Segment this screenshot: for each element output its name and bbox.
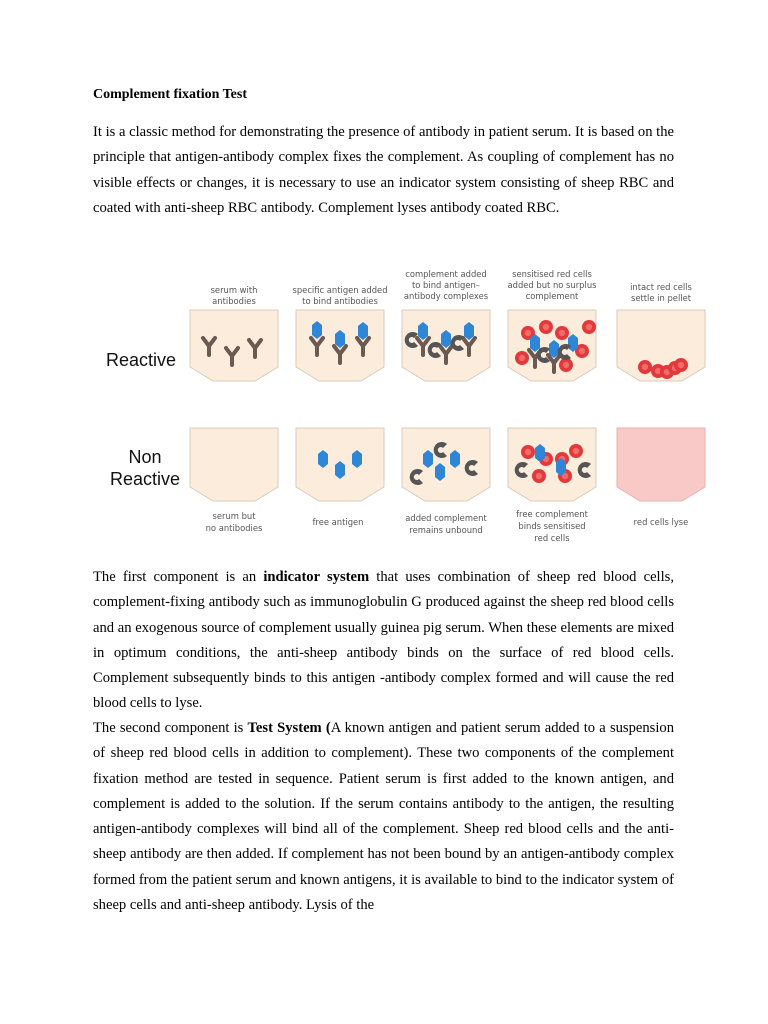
indicator-system-paragraph <box>93 565 674 717</box>
bottom-captions <box>206 509 689 543</box>
top-captions <box>211 269 692 306</box>
svg-text:complement <box>526 291 579 301</box>
figure-svg <box>95 255 720 550</box>
row-label-reactive: Reactive <box>106 350 177 370</box>
svg-text:remains unbound <box>409 525 482 535</box>
svg-text:no antibodies <box>206 523 263 533</box>
svg-text:settle in pellet <box>631 293 692 303</box>
red-cell-icon <box>559 358 573 372</box>
top-caption-5-line-1: intact red cells <box>630 282 692 292</box>
top-caption-4-line-2: added but no surplus <box>507 280 597 290</box>
well-nonreactive-5 <box>617 428 705 501</box>
para2-bold: indicator system <box>263 569 370 585</box>
document-title: Complement fixation Test <box>93 87 247 102</box>
para2-prefix: The first component is an <box>93 569 264 585</box>
top-caption-2-line-2: to bind antibodies <box>302 296 378 306</box>
top-caption-1-line-1: serum with <box>210 285 258 295</box>
top-caption-2-line-1: specific antigen added <box>292 285 388 295</box>
bottom-caption-2-line-1: free antigen <box>312 517 364 527</box>
row-label-reactive-2: Reactive <box>109 469 181 489</box>
test-system-paragraph <box>93 716 674 918</box>
bottom-caption-5-line-1: red cells lyse <box>633 517 689 527</box>
svg-text:serum with <box>211 285 258 295</box>
red-cell-icon <box>515 351 529 365</box>
bottom-caption-4-line-3: red cells <box>534 533 570 543</box>
red-cell-icon <box>555 326 569 340</box>
para3-prefix: The second component is <box>93 720 248 736</box>
svg-text:antibodies <box>212 296 256 306</box>
top-caption-1-line-2: antibodies <box>212 296 256 306</box>
red-cell-icon <box>521 445 535 459</box>
intro-paragraph: It is a classic method for demonstrating the presence of antibody in patient serum. It is based on the principle that antigen-antibody complex fixes the complement. As coupling of complement has no visible effects or changes, it is necessary to use an indicator system consisting of sheep RBC and coated with anti-sheep RBC antibody. Complement lyses antibody coated RBC. <box>93 124 674 216</box>
svg-text:antibody complexes <box>404 291 488 301</box>
red-cell-icon <box>674 358 688 372</box>
top-caption-4-line-3: complement <box>525 291 579 301</box>
svg-text:added but no surplus <box>508 280 597 290</box>
reactive-row <box>190 310 705 381</box>
red-cell-icon <box>569 444 583 458</box>
bottom-caption-3-line-1: added complement <box>405 513 487 523</box>
para3-bold: Test System ( <box>247 720 331 736</box>
red-cell-icon <box>582 320 596 334</box>
svg-text:specific antigen added <box>292 285 387 295</box>
svg-text:intact red cells <box>630 282 692 292</box>
svg-text:to bind antigen– <box>412 280 480 290</box>
svg-text:complement added <box>405 269 486 279</box>
svg-text:added complement <box>405 513 487 523</box>
bottom-caption-1-line-2: no antibodies <box>205 523 263 533</box>
top-caption-3-line-2: to bind antigen– <box>411 280 481 290</box>
row-label-non: Non <box>128 447 162 467</box>
top-caption-3-line-1: complement added <box>405 269 487 279</box>
para2-rest: that uses combination of sheep red blood cells, complement-fixing antibody such as immunoglobulin G produced against the sheep red blood cells and an exogenous source of complement usually guinea pig serum. When these elements are mixed in optimum conditions, the anti-sheep antibody binds on the surface of red blood cells. Complement subsequently binds to this antigen -antibody complex formed and will cause the red blood cells to lyse. <box>93 569 674 712</box>
svg-text:sensitised red cells <box>512 269 592 279</box>
top-caption-5-line-2: settle in pellet <box>630 293 692 303</box>
red-cell-icon <box>532 469 546 483</box>
svg-text:red cells lyse <box>634 517 689 527</box>
red-cell-icon <box>539 320 553 334</box>
svg-text:serum but <box>213 511 257 521</box>
svg-text:to bind antibodies <box>302 296 378 306</box>
svg-text:binds sensitised <box>518 521 585 531</box>
complement-fixation-figure <box>95 255 720 550</box>
non-reactive-row <box>190 428 705 501</box>
top-caption-3-line-3: antibody complexes <box>403 291 489 301</box>
red-cell-icon <box>638 360 652 374</box>
well-nonreactive-3 <box>402 428 490 501</box>
bottom-caption-4-line-1: free complement <box>516 509 588 519</box>
bottom-caption-3-line-2: remains unbound <box>409 525 483 535</box>
para3-rest: A known antigen and patient serum added to a suspension of sheep red blood cells in addition to complement). These two components of the complement fixation method are tested in sequence. Patient serum is first added to the known antigen, and complement is added to the solution. If the serum contains antibody to the antigen, the resulting antigen-antibody complexes will bind all of the complement. Sheep red blood cells and the anti-sheep antibody are then added. If complement has not been bound by an antigen-antibody complex formed from the patient serum and known antigens, it is available to bind to the indicator system of sheep cells and anti-sheep antibody. Lysis of the <box>93 720 675 914</box>
top-caption-4-line-1: sensitised red cells <box>512 269 592 279</box>
svg-text:free antigen <box>312 517 363 527</box>
bottom-caption-1-line-1: serum but <box>212 511 256 521</box>
svg-text:red cells <box>534 533 569 543</box>
svg-text:free complement <box>516 509 588 519</box>
bottom-caption-4-line-2: binds sensitised <box>518 521 586 531</box>
well-reactive-1 <box>190 310 278 381</box>
well-nonreactive-1 <box>190 428 278 501</box>
